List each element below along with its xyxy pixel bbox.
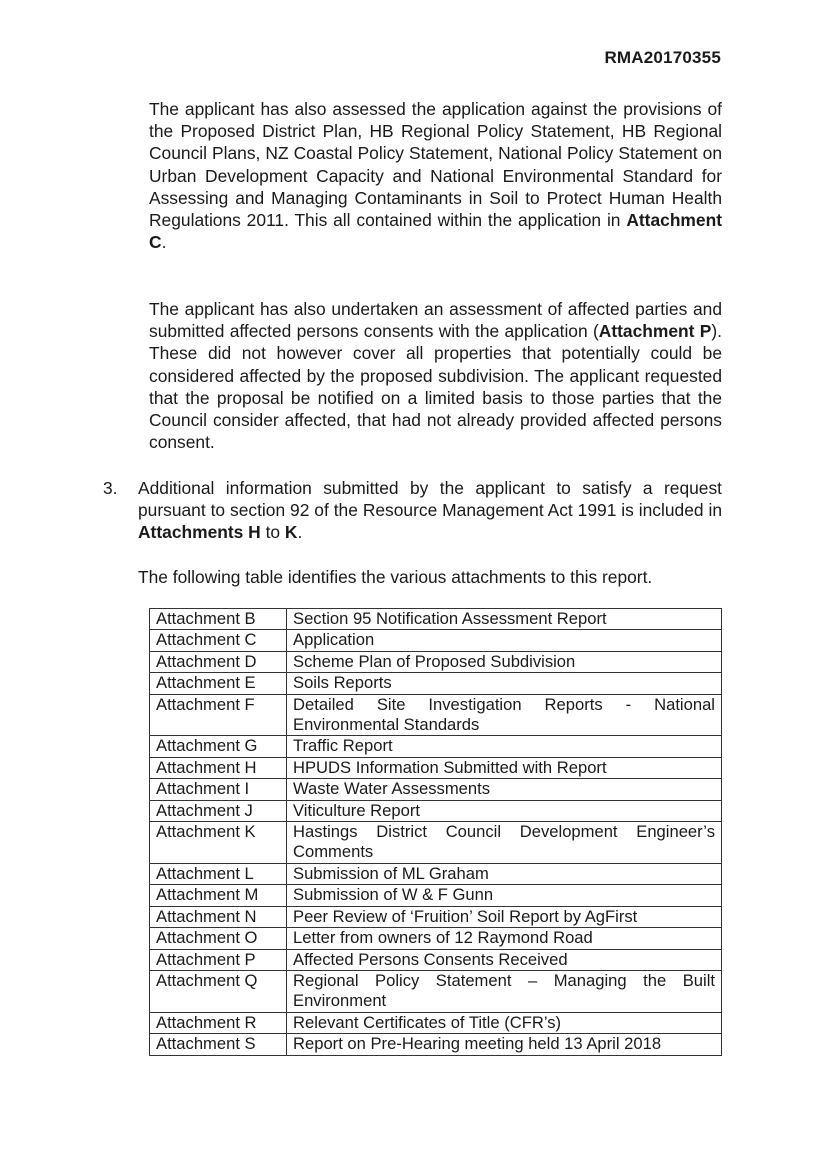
attachment-label: Attachment S xyxy=(150,1034,287,1055)
document-reference: RMA20170355 xyxy=(604,48,721,67)
attachment-description: Relevant Certificates of Title (CFR’s) xyxy=(287,1012,722,1033)
attachment-description: Application xyxy=(287,630,722,651)
attachment-label: Attachment H xyxy=(150,757,287,778)
list-item-number: 3. xyxy=(103,478,118,498)
table-row xyxy=(150,757,722,778)
table-row xyxy=(150,736,722,757)
attachment-description: Section 95 Notification Assessment Report xyxy=(287,609,722,630)
table-row xyxy=(150,673,722,694)
paragraph-additional-information xyxy=(138,477,722,544)
table-row xyxy=(150,863,722,884)
table-row xyxy=(150,609,722,630)
attachment-label: Attachment P xyxy=(150,949,287,970)
attachment-label: Attachment Q xyxy=(150,970,287,1012)
table-row xyxy=(150,651,722,672)
attachment-reference: Attachment C xyxy=(149,210,722,253)
table-row xyxy=(150,906,722,927)
attachment-description: Detailed Site Investigation Reports - National Environmental Standards xyxy=(287,694,722,736)
attachment-description: Report on Pre-Hearing meeting held 13 April 2018 xyxy=(287,1034,722,1055)
attachment-label: Attachment D xyxy=(150,651,287,672)
paragraph-text: The applicant has also assessed the application against the provisions of the Proposed District Plan, HB Regional Policy Statement, HB Regional Council Plans, NZ Coastal Policy Statement, National Policy Statement on Urban Development Capacity and National Environmental Standard for Assessing and Managing Contaminants in Soil to Protect Human Health Regulations 2011. This all contained within the application in xyxy=(149,99,722,231)
attachment-label: Attachment K xyxy=(150,822,287,864)
attachment-label: Attachment L xyxy=(150,863,287,884)
attachments-table xyxy=(149,608,722,1056)
paragraph-text: . xyxy=(297,522,303,543)
attachment-description: Submission of ML Graham xyxy=(287,863,722,884)
attachment-label: Attachment I xyxy=(150,779,287,800)
table-row xyxy=(150,694,722,736)
paragraph-text: The applicant has also undertaken an assessment of affected parties and submitted affected persons consents with the application ( xyxy=(149,299,722,342)
table-row xyxy=(150,949,722,970)
paragraph-text: ). These did not however cover all properties that potentially could be considered affected by the proposed subdivision. The applicant requested that the proposal be notified on a limited basis to those parties that the Council consider affected, that had not already provided affected persons consent. xyxy=(149,321,722,453)
paragraph-affected-parties xyxy=(149,298,722,453)
paragraph-text: Additional information submitted by the applicant to satisfy a request pursuant to section 92 of the Resource Management Act 1991 is included in xyxy=(138,478,722,521)
paragraph-text: to xyxy=(260,522,285,543)
attachment-label: Attachment R xyxy=(150,1012,287,1033)
attachment-description: Scheme Plan of Proposed Subdivision xyxy=(287,651,722,672)
attachment-label: Attachment M xyxy=(150,885,287,906)
table-row xyxy=(150,630,722,651)
paragraph-assessment xyxy=(149,98,722,253)
attachment-description: Peer Review of ‘Fruition’ Soil Report by AgFirst xyxy=(287,906,722,927)
attachment-label: Attachment E xyxy=(150,673,287,694)
table-row xyxy=(150,885,722,906)
attachment-label: Attachment N xyxy=(150,906,287,927)
attachment-description: Viticulture Report xyxy=(287,800,722,821)
table-intro: The following table identifies the various attachments to this report. xyxy=(138,567,653,587)
table-row xyxy=(150,822,722,864)
attachment-label: Attachment C xyxy=(150,630,287,651)
attachment-description: Traffic Report xyxy=(287,736,722,757)
attachment-label: Attachment O xyxy=(150,928,287,949)
table-row xyxy=(150,928,722,949)
attachment-description: Soils Reports xyxy=(287,673,722,694)
table-row xyxy=(150,970,722,1012)
attachment-label: Attachment F xyxy=(150,694,287,736)
table-row xyxy=(150,800,722,821)
attachment-description: Letter from owners of 12 Raymond Road xyxy=(287,928,722,949)
attachment-description: Waste Water Assessments xyxy=(287,779,722,800)
table-row xyxy=(150,779,722,800)
attachment-reference: Attachment P xyxy=(598,321,712,342)
attachment-label: Attachment J xyxy=(150,800,287,821)
attachment-description: Affected Persons Consents Received xyxy=(287,949,722,970)
attachment-description: HPUDS Information Submitted with Report xyxy=(287,757,722,778)
table-row xyxy=(150,1012,722,1033)
attachment-label: Attachment G xyxy=(150,736,287,757)
attachment-description: Hastings District Council Development Engineer’s Comments xyxy=(287,822,722,864)
attachment-description: Regional Policy Statement – Managing the Built Environment xyxy=(287,970,722,1012)
attachment-reference: Attachments H xyxy=(138,522,261,543)
attachment-reference: K xyxy=(284,522,298,543)
attachment-label: Attachment B xyxy=(150,609,287,630)
table-row xyxy=(150,1034,722,1055)
paragraph-text: . xyxy=(161,232,167,253)
attachment-description: Submission of W & F Gunn xyxy=(287,885,722,906)
